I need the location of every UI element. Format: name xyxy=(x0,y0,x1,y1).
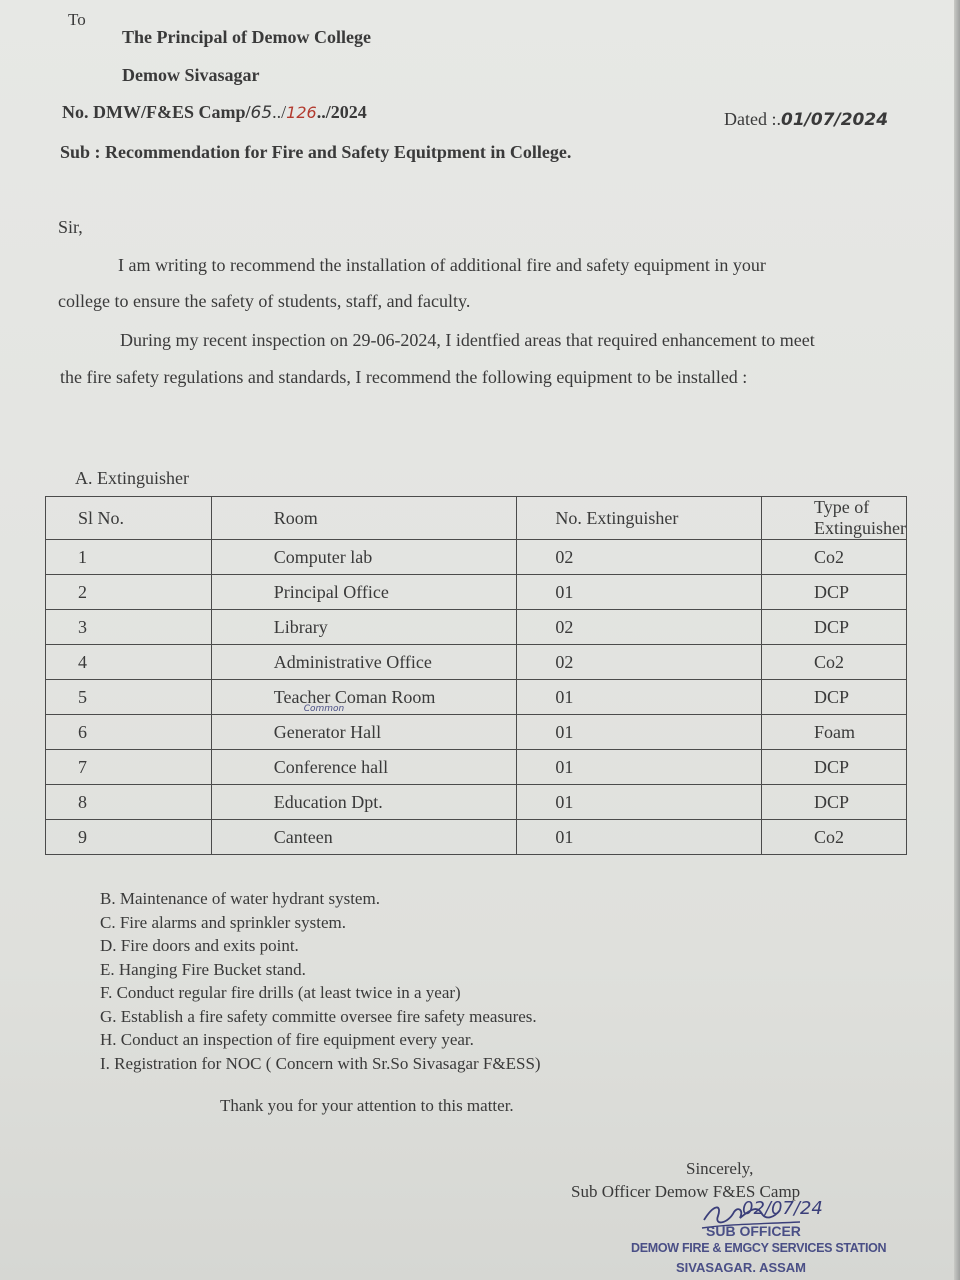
cell-count: 01 xyxy=(517,820,762,855)
recipient-line-1: The Principal of Demow College xyxy=(122,27,371,47)
cell-type: Foam xyxy=(762,715,907,750)
cell-count: 01 xyxy=(517,715,762,750)
list-item: B. Maintenance of water hydrant system. xyxy=(100,889,380,908)
reference-number xyxy=(62,102,367,123)
cell-count: 01 xyxy=(517,750,762,785)
cell-type: DCP xyxy=(762,785,907,820)
table-row xyxy=(46,715,907,750)
cell-type: DCP xyxy=(762,610,907,645)
paragraph-2-line-2: the fire safety regulations and standards, I recommend the following equipment to be installed : xyxy=(60,367,748,387)
list-item: C. Fire alarms and sprinkler system. xyxy=(100,912,346,932)
header-no-extinguisher: No. Extinguisher xyxy=(517,497,762,540)
cell-sl-no: 1 xyxy=(46,540,212,575)
cell-sl-no: 8 xyxy=(46,785,212,820)
cell-sl-no: 9 xyxy=(46,820,212,855)
cell-type: DCP xyxy=(762,575,907,610)
table-row xyxy=(46,820,907,855)
stamp-station: DEMOW FIRE & EMGCY SERVICES STATION xyxy=(631,1241,887,1255)
table-header-row xyxy=(46,497,907,540)
list-item: E. Hanging Fire Bucket stand. xyxy=(100,959,306,979)
sincerely: Sincerely, xyxy=(686,1159,754,1178)
cell-count: 02 xyxy=(517,645,762,680)
list-item: G. Establish a fire safety committe oversee fire safety measures. xyxy=(100,1006,537,1026)
ref-number-1: 65 xyxy=(250,103,273,123)
page-fold xyxy=(954,0,960,1280)
signer-title: Sub Officer Demow F&ES Camp xyxy=(571,1182,801,1201)
cell-sl-no: 7 xyxy=(46,750,212,785)
dated-value: 01/07/2024 xyxy=(780,110,889,130)
cell-room-text: Teacher Coman Room xyxy=(273,686,436,707)
ref-sep: ../ xyxy=(272,102,287,122)
ref-number-2: 126 xyxy=(286,103,317,122)
table-row xyxy=(46,680,907,715)
cell-sl-no: 2 xyxy=(46,575,212,610)
list-item: H. Conduct an inspection of fire equipment every year. xyxy=(100,1030,474,1049)
paragraph-1-line-1: I am writing to recommend the installation of additional fire and safety equipment in your xyxy=(118,255,766,275)
paragraph-2-line-1: During my recent inspection on 29-06-2024, I identfied areas that required enhancement to meet xyxy=(120,330,815,350)
cell-room: Principal Office xyxy=(211,575,517,610)
to-label: To xyxy=(68,10,86,29)
paragraph-1-line-2: college to ensure the safety of students, staff, and faculty. xyxy=(58,291,471,311)
cell-count: 01 xyxy=(517,680,762,715)
salutation: Sir, xyxy=(58,217,83,237)
cell-type: Co2 xyxy=(762,645,907,680)
cell-count: 02 xyxy=(517,610,762,645)
closing-thanks: Thank you for your attention to this matter. xyxy=(220,1096,514,1115)
subject-label: Sub : xyxy=(60,142,101,162)
cell-sl-no: 3 xyxy=(46,610,212,645)
table-row xyxy=(46,575,907,610)
subject-line xyxy=(60,142,571,163)
cell-sl-no: 6 xyxy=(46,715,212,750)
cell-room: Generator Hall xyxy=(211,715,517,750)
cell-room: Library xyxy=(211,610,517,645)
ref-prefix: No. DMW/F&ES Camp/ xyxy=(62,102,251,122)
stamp-location: SIVASAGAR. ASSAM xyxy=(676,1260,807,1275)
table-row xyxy=(46,610,907,645)
cell-sl-no: 4 xyxy=(46,645,212,680)
room-correction: Common xyxy=(303,704,345,714)
cell-sl-no: 5 xyxy=(46,680,212,715)
ref-suffix: ../2024 xyxy=(316,102,367,122)
table-row xyxy=(46,540,907,575)
list-item: F. Conduct regular fire drills (at least twice in a year) xyxy=(100,983,461,1002)
cell-room: Administrative Office xyxy=(211,645,517,680)
cell-room: Canteen xyxy=(211,820,517,855)
dated-label: Dated :. xyxy=(724,109,781,129)
recipient-line-2: Demow Sivasagar xyxy=(122,65,260,85)
table-row xyxy=(46,645,907,680)
table-row xyxy=(46,785,907,820)
recommendation-list xyxy=(100,887,541,1075)
cell-count: 01 xyxy=(517,785,762,820)
header-room: Room xyxy=(211,497,517,540)
subject-text: Recommendation for Fire and Safety Equitpment in College. xyxy=(105,142,572,162)
header-type: Type of Extinguisher xyxy=(762,497,907,540)
header-sl-no: Sl No. xyxy=(46,497,212,540)
cell-type: DCP xyxy=(762,680,907,715)
cell-type: DCP xyxy=(762,750,907,785)
handwritten-date: 02/07/24 xyxy=(742,1198,823,1219)
dated-line xyxy=(724,109,888,130)
table-row xyxy=(46,750,907,785)
stamp-sub-officer: SUB OFFICER xyxy=(706,1223,801,1239)
cell-type: Co2 xyxy=(762,540,907,575)
extinguisher-table xyxy=(45,496,907,855)
cell-count: 01 xyxy=(517,575,762,610)
cell-type: Co2 xyxy=(762,820,907,855)
cell-count: 02 xyxy=(517,540,762,575)
list-item: I. Registration for NOC ( Concern with Sr.So Sivasagar F&ESS) xyxy=(100,1053,541,1073)
cell-room: Computer lab xyxy=(211,540,517,575)
list-item: D. Fire doors and exits point. xyxy=(100,936,299,955)
cell-room: Conference hall xyxy=(211,750,517,785)
cell-room: Education Dpt. xyxy=(211,785,517,820)
cell-room xyxy=(211,680,517,715)
section-a-heading: A. Extinguisher xyxy=(75,468,189,488)
